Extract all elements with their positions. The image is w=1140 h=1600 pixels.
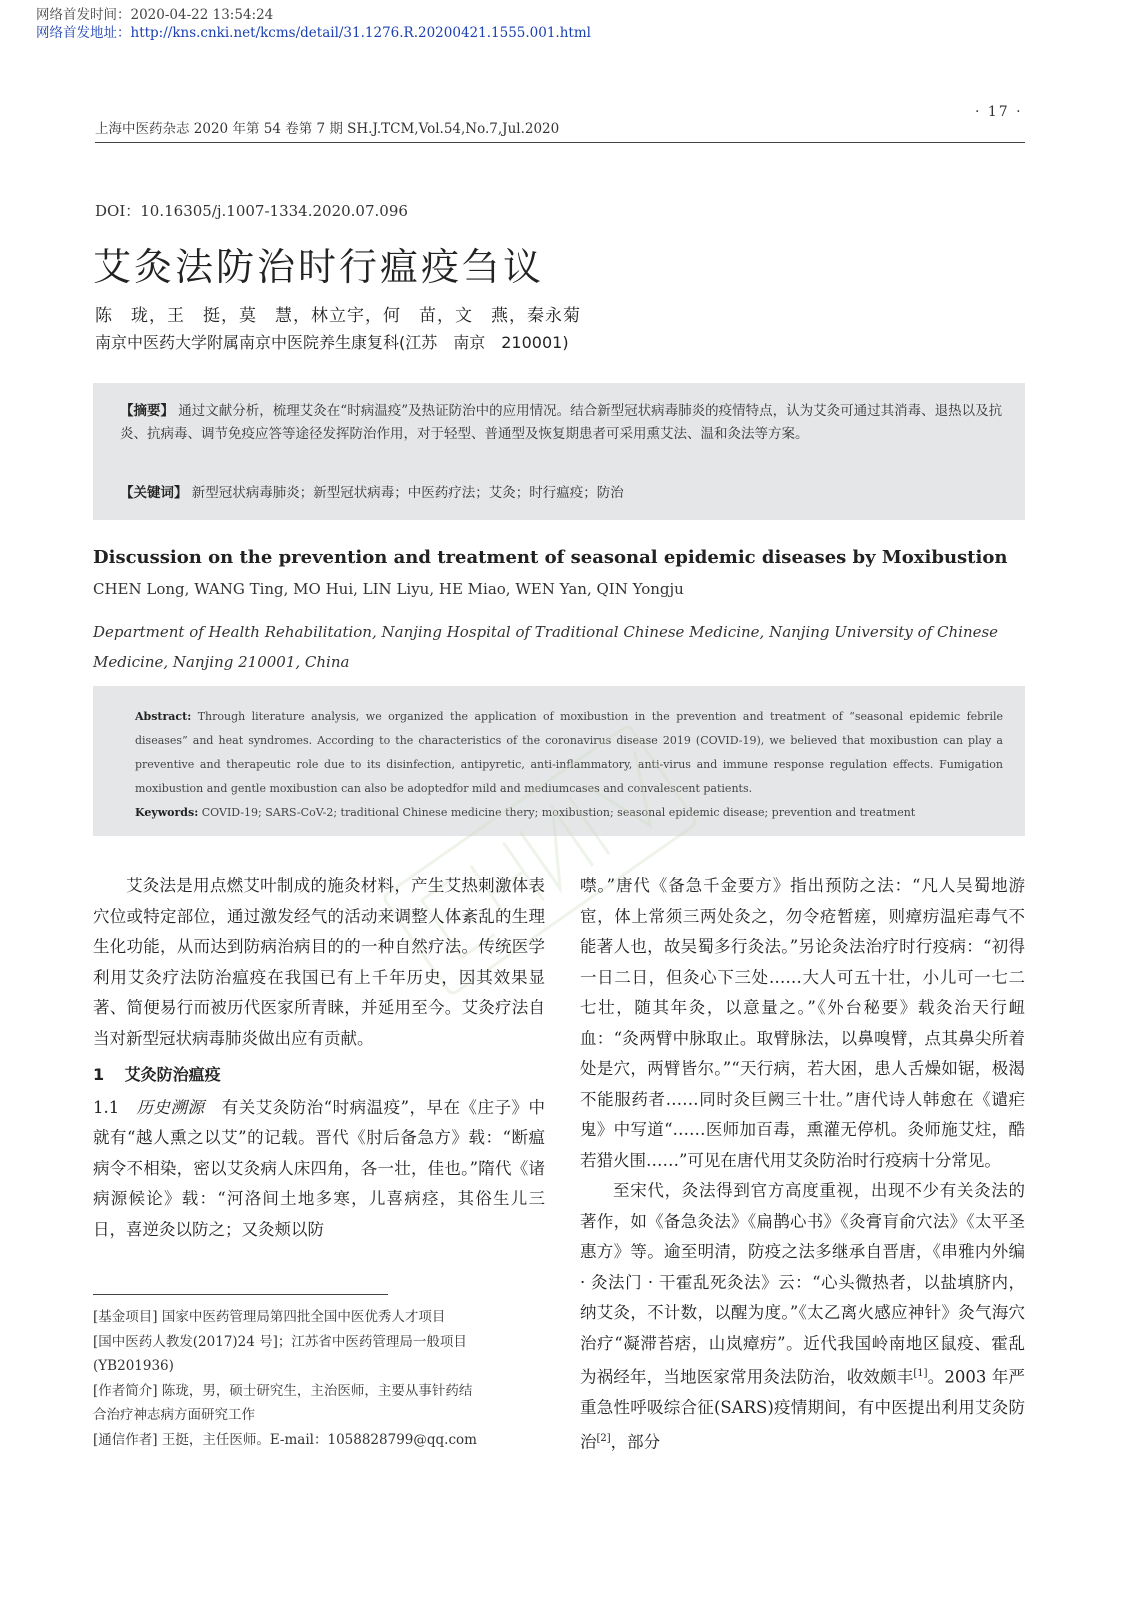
en-abstract-text: Through literature analysis, we organized the application of moxibustion in the prevention and treatment of “seasonal epidemic febrile diseases” and heat syndromes. According to the characteristics of the coronavirus disease 2019 (COVID-19), we believed that moxibustion can play a preventive and therapeutic role due to its disinfection, antipyretic, anti-inflammatory, anti-virus and immune response regulation effects. Fumigation moxibustion and gentle moxibustion can also be adoptedfor mild and mediumcases and convalescent patients. (135, 710, 1003, 795)
en-title: Discussion on the prevention and treatment of seasonal epidemic diseases by Moxibustion (93, 547, 1008, 568)
footnotes (93, 1305, 545, 1452)
citation-2[interactable]: [2] (596, 1432, 611, 1444)
body-right-column (580, 871, 1025, 1458)
subsection-title: 历史溯源 (136, 1097, 205, 1117)
authors: 陈 珑，王 挺，莫 慧，林立宇，何 苗，文 燕，秦永菊 (95, 306, 581, 326)
online-url-link[interactable]: 网络首发地址：http://kns.cnki.net/kcms/detail/31.1276.R.20200421.1555.001.html (36, 25, 591, 41)
fund-line-1: [基金项目] 国家中医药管理局第四批全国中医优秀人才项目 (93, 1309, 446, 1325)
subsection-number: 1.1 (93, 1097, 120, 1117)
header-rule (95, 142, 1025, 143)
history-text: 有关艾灸防治“时病温疫”，早在《庄子》中就有“越人熏之以艾”的记载。晋代《肘后备急方》载：“断瘟病令不相染，密以艾灸病人床四角，各一壮，佳也。”隋代《诸病源候论》载：“河洛间土地多寒，儿喜病痉，其俗生儿三日，喜逆灸以防之；又灸颊以防 (93, 1097, 545, 1239)
fund-line-2: [国中医药人教发(2017)24 号]；江苏省中医药管理局一般项目 (93, 1333, 467, 1350)
en-keywords-text: COVID-19; SARS-CoV-2; traditional Chinese medicine thery; moxibustion; seasonal epidemic disease; prevention and treatment (198, 806, 916, 819)
corresponding-author: [通信作者] 王挺，主任医师。E-mail：1058828799@qq.com (93, 1431, 477, 1448)
author-bio-1: [作者简介] 陈珑，男，硕士研究生，主治医师，主要从事针药结 (93, 1382, 473, 1399)
author-bio-2: 合治疗神志病方面研究工作 (93, 1407, 255, 1423)
section-heading-1 (93, 1060, 545, 1091)
online-date: 网络首发时间：2020-04-22 13:54:24 (36, 7, 274, 23)
journal-header: 上海中医药杂志 2020 年第 54 卷第 7 期 SH.J.TCM,Vol.54,No.7,Jul.2020 (95, 121, 560, 137)
history-paragraph (93, 1093, 545, 1246)
song-text: 至宋代，灸法得到官方高度重视，出现不少有关灸法的著作，如《备急灸法》《扁鹊心书》《灸膏肓俞穴法》《太平圣惠方》等。逾至明清，防疫之法多继承自晋唐，《串雅内外编 · 灸法门 · 干霍乱死灸法》云：“心头微热者，以盐填脐内，纳艾灸，不计数，以醒为度。”《太乙离火感应神针》灸气海穴治疗“凝滞苔痞，山岚瘴疠”。近代我国岭南地区鼠疫、霍乱为祸经年，当地医家常用灸法防治，收效颇丰 (580, 1181, 1025, 1387)
intro-paragraph: 艾灸法是用点燃艾叶制成的施灸材料，产生艾热刺激体表穴位或特定部位，通过激发经气的活动来调整人体紊乱的生理生化功能，从而达到防病治病目的的一种自然疗法。传统医学利用艾灸疗法防治瘟疫在我国已有上千年历史，因其效果显著、简便易行而被历代医家所青睐，并延用至今。艾灸疗法自当对新型冠状病毒肺炎做出应有贡献。 (93, 876, 545, 1048)
en-authors: CHEN Long, WANG Ting, MO Hui, LIN Liyu, HE Miao, WEN Yan, QIN Yongju (93, 580, 684, 598)
citation-1[interactable]: [1] (913, 1368, 928, 1379)
body-left-column (93, 871, 545, 1245)
section-title: 艾灸防治瘟疫 (124, 1065, 221, 1084)
cn-keywords-text: 新型冠状病毒肺炎；新型冠状病毒；中医药疗法；艾灸；时行瘟疫；防治 (191, 485, 624, 501)
en-abstract (135, 705, 1003, 801)
cn-abstract-label: 【摘要】 (120, 403, 174, 419)
song-text-b: 。2003 年严重急性呼吸综合征(SARS)疫情期间，有中医提出利用艾灸防治 (580, 1367, 1025, 1451)
tang-paragraph: 噤。”唐代《备急千金要方》指出预防之法：“凡人吴蜀地游宦，体上常须三两处灸之，勿令疮暂瘥，则瘴疠温疟毒气不能著人也，故吴蜀多行灸法。”另论灸法治疗时行疫病：“初得一日二日，但灸心下三处……大人可五十壮，小儿可一七二七壮，随其年灸，以意量之。”《外台秘要》载灸治天行衄血：“灸两臂中脉取止。取臂脉法，以鼻嗅臂，点其鼻尖所着处是穴，两臂皆尔。”“天行病，若大困，患人舌燥如锯，极渴不能服药者……同时灸巨阙三十壮。”唐代诗人韩愈在《谴疟鬼》中写道“……医师加百毒，熏灌无停机。灸师施艾炷，酷若猎火围……”可见在唐代用艾灸防治时行疫病十分常见。 (580, 876, 1025, 1170)
en-keywords (135, 803, 1003, 823)
cn-keywords-label: 【关键词】 (120, 485, 188, 501)
page-number: · 17 · (975, 104, 1023, 120)
song-text-c: ，部分 (610, 1432, 661, 1451)
footnote-rule (93, 1294, 388, 1295)
cn-keywords (120, 482, 1004, 505)
cn-abstract-text: 通过文献分析，梳理艾灸在“时病温疫”及热证防治中的应用情况。结合新型冠状病毒肺炎的疫情特点，认为艾灸可通过其消毒、退热以及抗炎、抗病毒、调节免疫应答等途径发挥防治作用，对于轻型、普通型及恢复期患者可采用熏艾法、温和灸法等方案。 (120, 403, 1003, 442)
en-abstract-label: Abstract: (135, 710, 192, 723)
en-keywords-label: Keywords: (135, 806, 199, 819)
doi: DOI：10.16305/j.1007-1334.2020.07.096 (95, 202, 408, 220)
en-affiliation: Department of Health Rehabilitation, Nanjing Hospital of Traditional Chinese Medicine, Nanjing University of Chinese Medicine, Nanjing 210001, China (93, 623, 999, 671)
paper-title: 艾灸法防治时行瘟疫刍议 (93, 245, 545, 289)
fund-line-3: (YB201936) (93, 1358, 174, 1374)
cn-abstract (120, 400, 1004, 446)
section-number: 1 (93, 1065, 105, 1084)
online-first-info (36, 6, 591, 42)
song-paragraph (580, 1176, 1025, 1458)
affiliation: 南京中医药大学附属南京中医院养生康复科(江苏 南京 210001) (95, 333, 569, 352)
